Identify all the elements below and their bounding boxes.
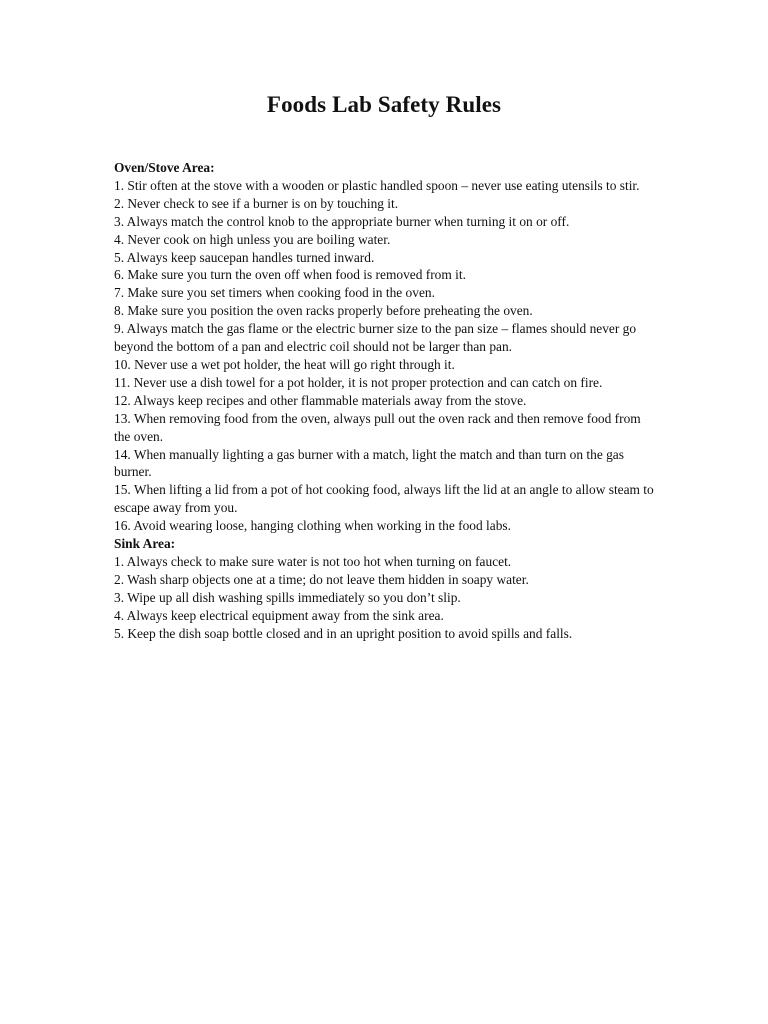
section-heading-sink: Sink Area: xyxy=(114,536,176,552)
list-item: 3. Always match the control knob to the appropriate burner when turning it on or off. xyxy=(114,213,570,229)
list-item: 16. Avoid wearing loose, hanging clothing when working in the food labs. xyxy=(114,518,511,534)
list-item: 4. Never cook on high unless you are boiling water. xyxy=(114,231,391,247)
list-item: 4. Always keep electrical equipment away from the sink area. xyxy=(114,607,444,623)
section-heading-oven-stove: Oven/Stove Area: xyxy=(114,160,215,175)
list-item: 1. Stir often at the stove with a wooden or plastic handled spoon – never use eating utensils to stir. xyxy=(114,177,640,193)
list-item: 10. Never use a wet pot holder, the heat will go right through it. xyxy=(114,356,455,372)
list-item: 1. Always check to make sure water is not too hot when turning on faucet. xyxy=(114,553,512,569)
list-item: 6. Make sure you turn the oven off when food is removed from it. xyxy=(114,267,466,283)
list-item: 15. When lifting a lid from a pot of hot cooking food, always lift the lid at an angle to allow steam to escape away from you. xyxy=(114,482,654,516)
sink-rule-list xyxy=(114,553,654,643)
section-oven-stove xyxy=(114,159,654,535)
list-item: 2. Never check to see if a burner is on by touching it. xyxy=(114,195,399,211)
list-item: 14. When manually lighting a gas burner with a match, light the match and than turn on the gas burner. xyxy=(114,446,624,480)
list-item: 11. Never use a dish towel for a pot holder, it is not proper protection and can catch on fire. xyxy=(114,374,603,390)
list-item: 9. Always match the gas flame or the electric burner size to the pan size – flames should never go beyond the bottom of a pan and electric coil should not be larger than pan. xyxy=(114,321,637,355)
document-title: Foods Lab Safety Rules xyxy=(266,92,502,117)
list-item: 2. Wash sharp objects one at a time; do not leave them hidden in soapy water. xyxy=(114,571,529,587)
document-body xyxy=(114,159,654,642)
list-item: 5. Always keep saucepan handles turned inward. xyxy=(114,249,375,265)
list-item: 8. Make sure you position the oven racks properly before preheating the oven. xyxy=(114,303,533,319)
list-item: 5. Keep the dish soap bottle closed and in an upright position to avoid spills and falls. xyxy=(114,625,573,641)
oven-stove-rule-list xyxy=(114,177,654,535)
section-sink xyxy=(114,535,654,642)
list-item: 13. When removing food from the oven, always pull out the oven rack and then remove food from the oven. xyxy=(114,410,641,444)
list-item: 7. Make sure you set timers when cooking food in the oven. xyxy=(114,285,435,301)
list-item: 3. Wipe up all dish washing spills immediately so you don’t slip. xyxy=(114,589,461,605)
list-item: 12. Always keep recipes and other flammable materials away from the stove. xyxy=(114,392,527,408)
